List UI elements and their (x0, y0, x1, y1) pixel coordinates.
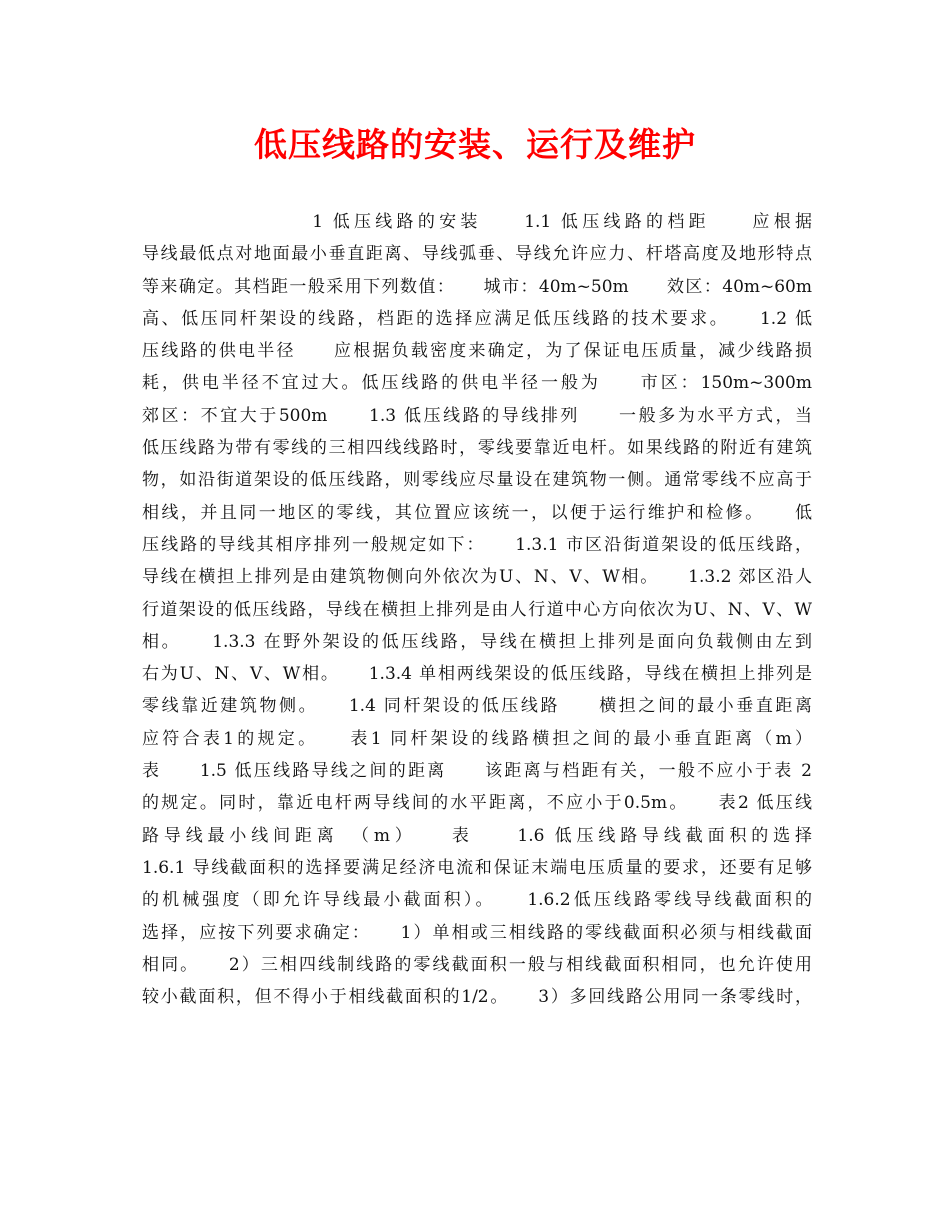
body-line: 右为U、N、V、W相。 1.3.4 单相两线架设的低压线路，导线在横担上排列是 (142, 664, 812, 685)
document-body (142, 206, 812, 1013)
body-line: 相同。 2）三相四线制线路的零线截面积一般与相线截面积相同，也允许使用 (142, 954, 812, 975)
body-line: 相线，并且同一地区的零线，其位置应该统一，以便于运行维护和检修。 低 (142, 502, 812, 523)
body-line: 郊区：不宜大于500m 1.3 低压线路的导线排列 一般多为水平方式，当 (142, 405, 812, 426)
body-line: 导线在横担上排列是由建筑物侧向外依次为U、N、V、W相。 1.3.2 郊区沿人 (142, 567, 812, 588)
body-line: 高、低压同杆架设的线路，档距的选择应满足低压线路的技术要求。 1.2 低 (142, 308, 812, 329)
body-line: 1.6.1 导线截面积的选择要满足经济电流和保证末端电压质量的要求，还要有足够 (142, 857, 812, 878)
body-line: 等来确定。其档距一般采用下列数值： 城市：40m~50m 效区：40m~60m (142, 276, 812, 297)
body-line: 路导线最小线间距离 （m） 表 1.6 低压线路导线截面积的选择 (142, 825, 812, 846)
body-line: 相。 1.3.3 在野外架设的低压线路，导线在横担上排列是面向负载侧由左到 (142, 631, 812, 652)
body-line: 耗，供电半径不宜过大。低压线路的供电半径一般为 市区：150m~300m (142, 373, 812, 394)
body-line: 压线路的供电半径 应根据负载密度来确定，为了保证电压质量，减少线路损 (142, 341, 812, 362)
body-line: 较小截面积，但不得小于相线截面积的1/2。 3）多回线路公用同一条零线时， (142, 987, 812, 1008)
body-line: 的规定。同时，靠近电杆两导线间的水平距离，不应小于0.5m。 表2 低压线 (142, 793, 812, 814)
body-line: 表 1.5 低压线路导线之间的距离 该距离与档距有关，一般不应小于表 2 (142, 761, 812, 782)
document-title: 低压线路的安装、运行及维护 (254, 125, 696, 164)
body-line: 低压线路为带有零线的三相四线线路时，零线要靠近电杆。如果线路的附近有建筑 (142, 438, 812, 459)
body-line: 压线路的导线其相序排列一般规定如下： 1.3.1 市区沿街道架设的低压线路， (142, 534, 812, 555)
body-line: 物，如沿街道架设的低压线路，则零线应尽量设在建筑物一侧。通常零线不应高于 (142, 470, 812, 491)
body-line: 选择，应按下列要求确定： 1）单相或三相线路的零线截面积必须与相线截面 (142, 922, 812, 943)
body-line: 的机械强度（即允许导线最小截面积）。 1.6.2低压线路零线导线截面积的 (142, 890, 812, 911)
body-line: 行道架设的低压线路，导线在横担上排列是由人行道中心方向依次为U、N、V、W (142, 599, 812, 620)
body-line: 应符合表1的规定。 表1 同杆架设的线路横担之间的最小垂直距离（m） (142, 728, 812, 749)
body-line: 1 低压线路的安装 1.1 低压线路的档距 应根据 (142, 212, 812, 232)
body-line: 零线靠近建筑物侧。 1.4 同杆架设的低压线路 横担之间的最小垂直距离 (142, 696, 812, 717)
body-line: 导线最低点对地面最小垂直距离、导线弧垂、导线允许应力、杆塔高度及地形特点 (142, 244, 812, 265)
